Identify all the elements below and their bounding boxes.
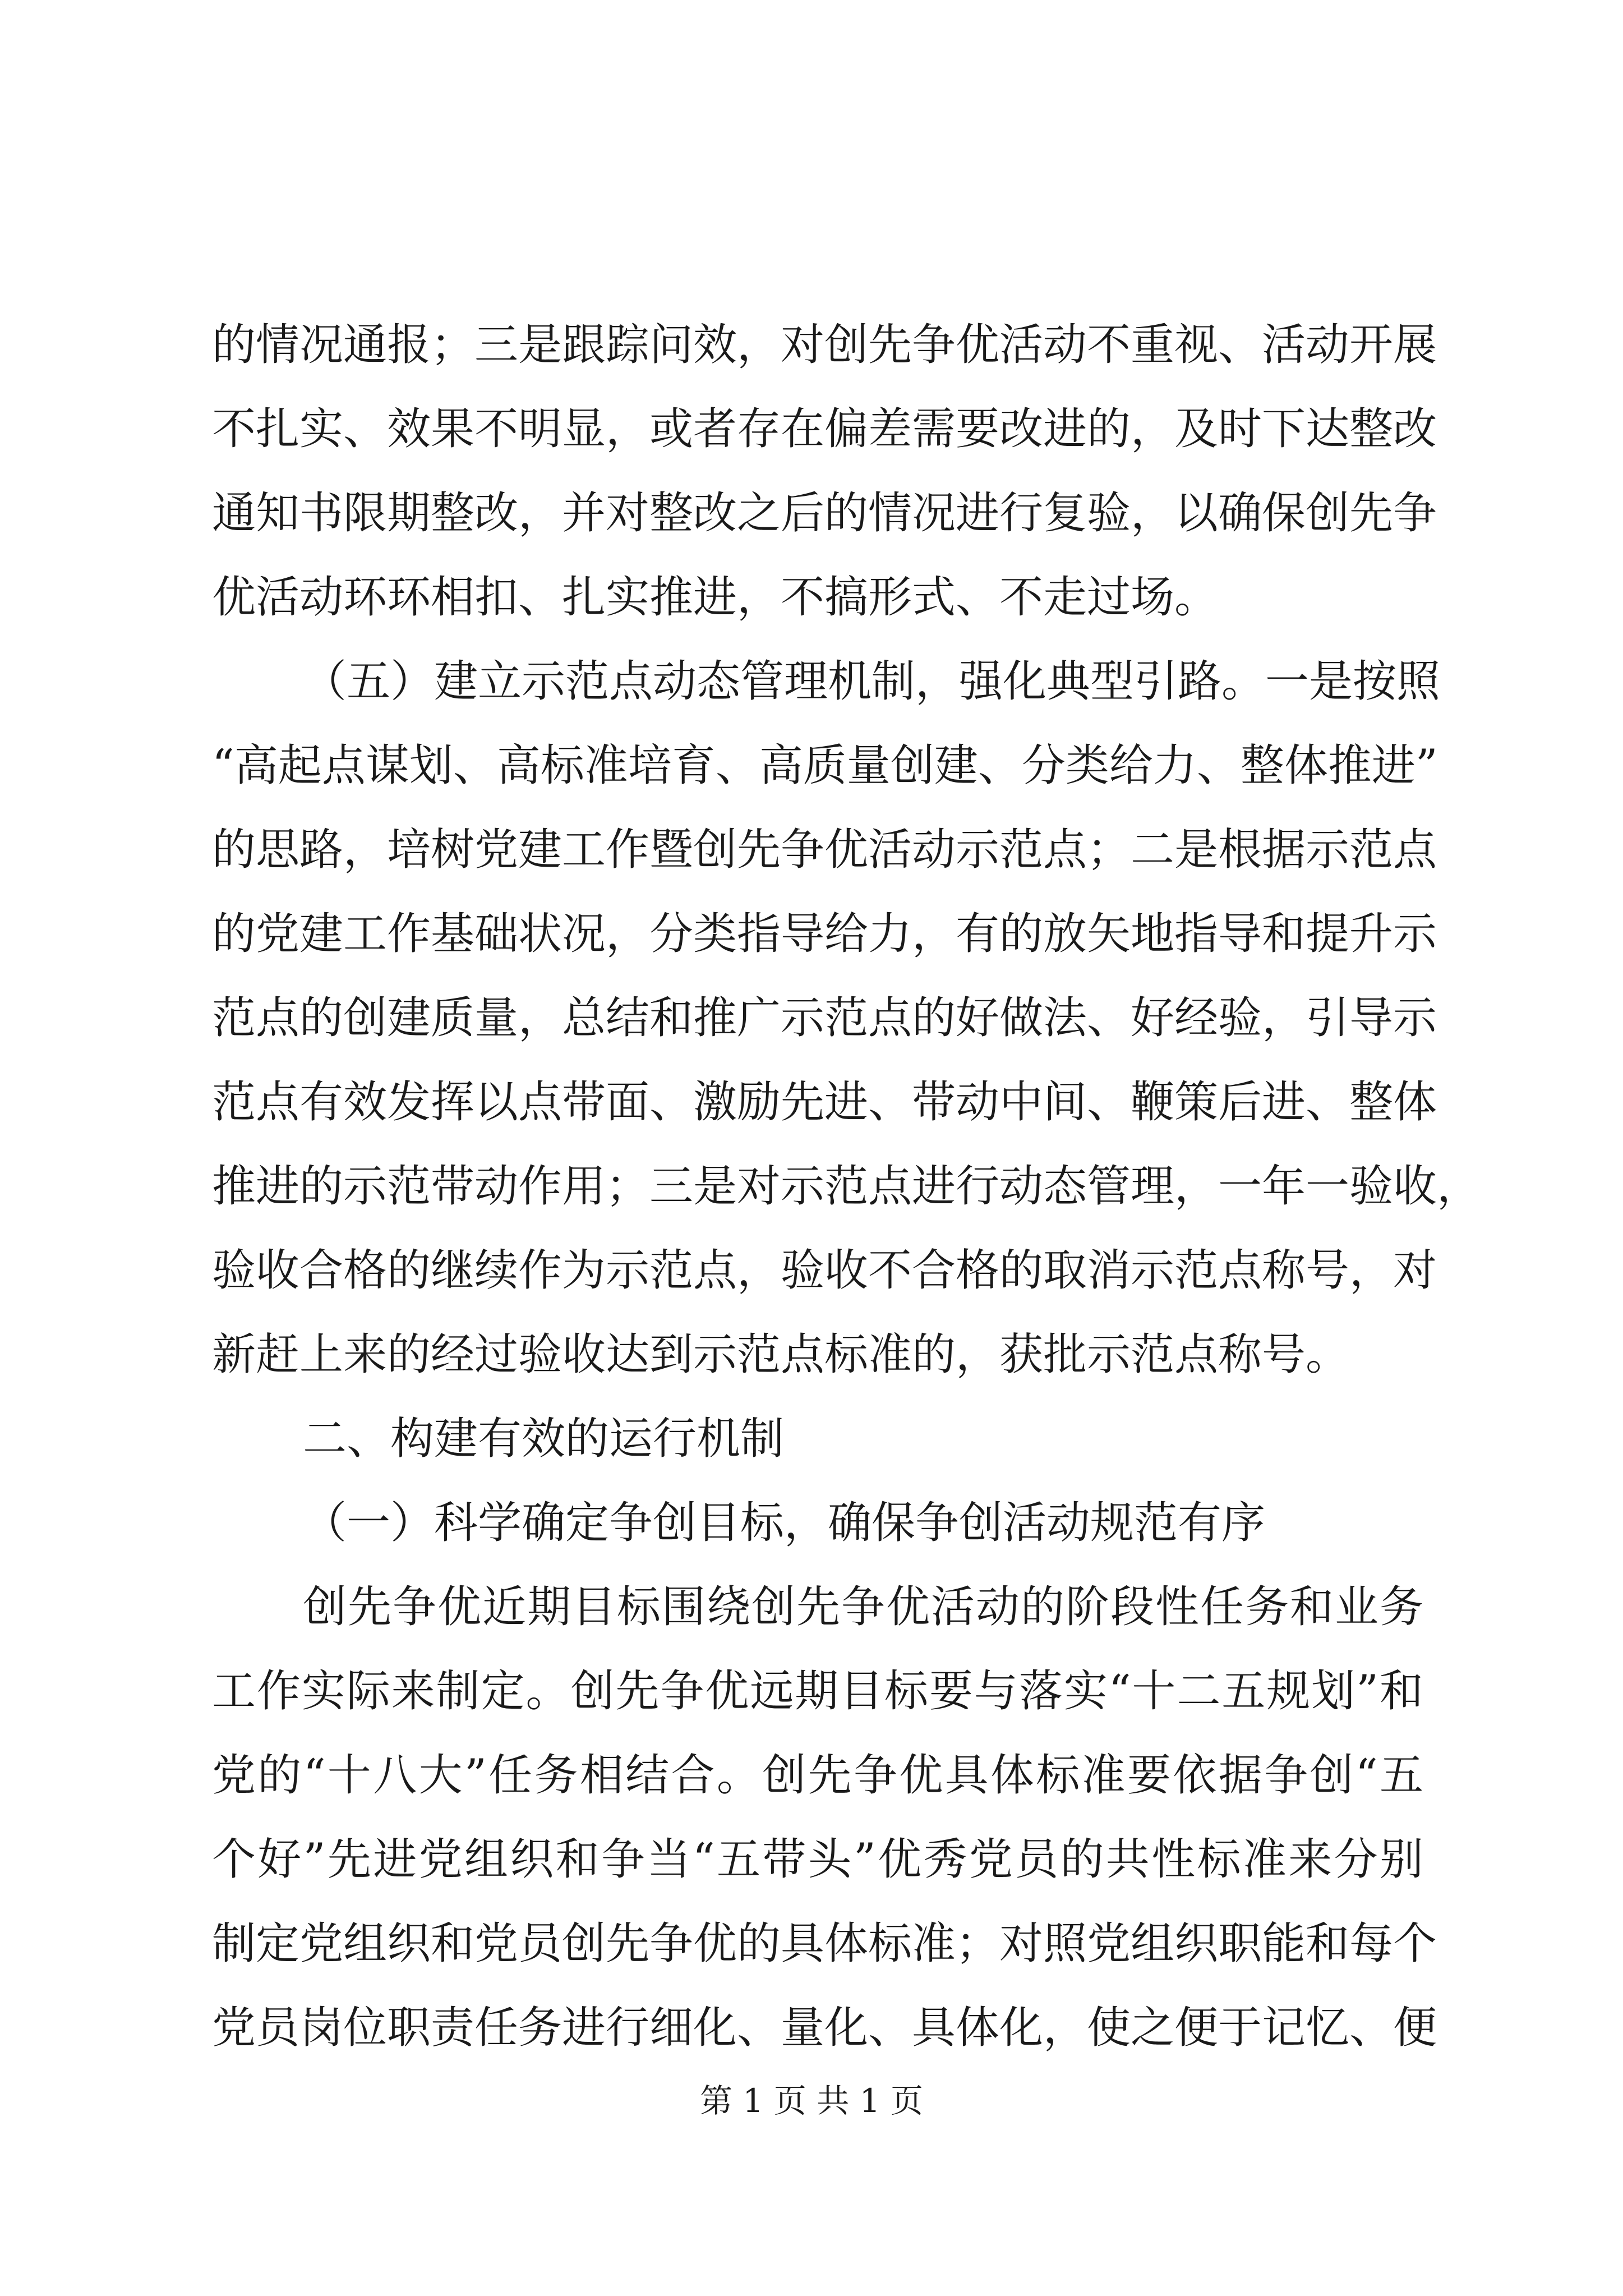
paragraph-line: 推进的示范带动作用；三是对示范点进行动态管理，一年一验收， bbox=[212, 1161, 1481, 1212]
paragraph-line: 工作实际来制定。创先争优远期目标要与落实“十二五规划”和 bbox=[212, 1666, 1423, 1717]
paragraph-line: 制定党组织和党员创先争优的具体标准；对照党组织职能和每个 bbox=[212, 1918, 1437, 1969]
paragraph-line: 不扎实、效果不明显，或者存在偏差需要改进的，及时下达整改 bbox=[212, 404, 1437, 454]
paragraph-line: “高起点谋划、高标准培育、高质量创建、分类给力、整体推进” bbox=[212, 740, 1438, 791]
paragraph-line: 通知书限期整改，并对整改之后的情况进行复验，以确保创先争 bbox=[212, 488, 1437, 539]
paragraph-line: 的党建工作基础状况，分类指导给力，有的放矢地指导和提升示 bbox=[212, 909, 1437, 959]
paragraph-line: 党的“十八大”任务相结合。创先争优具体标准要依据争创“五 bbox=[212, 1750, 1423, 1801]
paragraph-line: 范点的创建质量，总结和推广示范点的好做法、好经验，引导示 bbox=[212, 993, 1437, 1043]
paragraph-line: 个好”先进党组织和争当“五带头”优秀党员的共性标准来分别 bbox=[212, 1834, 1423, 1885]
paragraph-line: 验收合格的继续作为示范点，验收不合格的取消示范点称号，对 bbox=[212, 1245, 1437, 1296]
page-footer: 第 1 页 共 1 页 bbox=[700, 2082, 923, 2120]
section-heading-line: （五）建立示范点动态管理机制，强化典型引路。一是按照 bbox=[303, 656, 1441, 707]
paragraph-line: 新赶上来的经过验收达到示范点标准的，获批示范点称号。 bbox=[212, 1329, 1350, 1380]
section-heading: 二、构建有效的运行机制 bbox=[303, 1414, 785, 1464]
paragraph-line: 创先争优近期目标围绕创先争优活动的阶段性任务和业务 bbox=[303, 1582, 1423, 1632]
paragraph-line: 优活动环环相扣、扎实推进，不搞形式、不走过场。 bbox=[212, 572, 1219, 623]
paragraph-line: 范点有效发挥以点带面、激励先进、带动中间、鞭策后进、整体 bbox=[212, 1077, 1437, 1128]
paragraph-line: 的思路，培树党建工作暨创先争优活动示范点；二是根据示范点 bbox=[212, 825, 1437, 875]
paragraph-line: 的情况通报；三是跟踪问效，对创先争优活动不重视、活动开展 bbox=[212, 320, 1437, 370]
subsection-heading: （一）科学确定争创目标，确保争创活动规范有序 bbox=[303, 1498, 1266, 1548]
paragraph-line: 党员岗位职责任务进行细化、量化、具体化，使之便于记忆、便 bbox=[212, 2003, 1437, 2053]
